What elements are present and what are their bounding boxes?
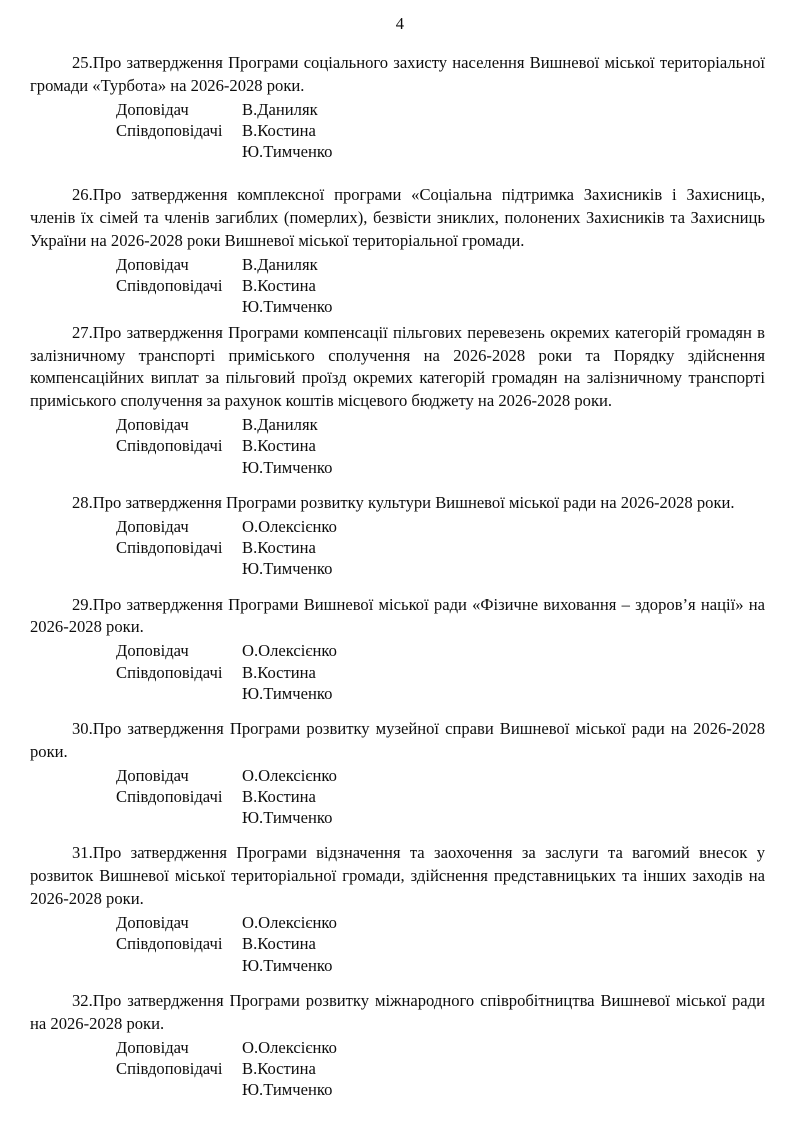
table-row [30, 558, 770, 579]
co-speaker-name: В.Костина [242, 662, 316, 682]
speaker-label: Доповідач [116, 516, 189, 536]
table-row [30, 662, 770, 683]
speaker-table [30, 516, 770, 580]
co-speaker-label: Співдоповідачі [116, 120, 223, 140]
agenda-item [30, 594, 770, 704]
table-row [30, 141, 770, 162]
speaker-label: Доповідач [116, 913, 189, 933]
table-row [30, 765, 770, 786]
co-speaker-label-empty [30, 296, 242, 317]
agenda-item-text: 25.Про затвердження Програми соціального захисту населення Вишневої міської територіальної громади «Турбота» на 2026-2028 роки. [30, 52, 765, 95]
speaker-table [30, 99, 770, 163]
agenda-item [30, 322, 770, 478]
speaker-label: Доповідач [116, 765, 189, 785]
table-row [30, 99, 770, 120]
speaker-name: О.Олексієнко [242, 1037, 337, 1057]
co-speaker-label: Співдоповідачі [116, 1058, 223, 1078]
table-row [30, 537, 770, 558]
table-row [30, 807, 770, 828]
co-speaker-name: Ю.Тимченко [242, 297, 333, 317]
co-speaker-label-empty [30, 683, 242, 704]
co-speaker-label-empty [30, 141, 242, 162]
co-speaker-label-empty [30, 457, 242, 478]
table-row [30, 414, 770, 435]
co-speaker-label: Співдоповідачі [116, 662, 223, 682]
co-speaker-label-empty [30, 807, 242, 828]
co-speaker-name: В.Костина [242, 1058, 316, 1078]
table-row [30, 933, 770, 954]
agenda-item-text: 27.Про затвердження Програми компенсації пільгових перевезень окремих категорій громадян в залізничному транспорті приміського сполучення на 2026-2028 роки та Порядку здійснення компенсаційних виплат за пільговий проїзд окремих категорій громадян на залізничному транспорті приміського сполучення за рахунок коштів місцевого бюджету на 2026-2028 роки. [30, 322, 765, 411]
speaker-name: В.Даниляк [242, 254, 318, 274]
spacer [30, 478, 770, 492]
speaker-table [30, 765, 770, 829]
agenda-item [30, 492, 770, 580]
speaker-name: О.Олексієнко [242, 516, 337, 536]
co-speaker-name: В.Костина [242, 934, 316, 954]
co-speaker-name: Ю.Тимченко [242, 457, 333, 477]
co-speaker-label: Співдоповідачі [116, 436, 223, 456]
co-speaker-name: Ю.Тимченко [242, 955, 333, 975]
co-speaker-name: Ю.Тимченко [242, 142, 333, 162]
speaker-name: О.Олексієнко [242, 641, 337, 661]
agenda-item-text: 30.Про затвердження Програми розвитку музейної справи Вишневої міської ради на 2026-2028 роки. [30, 719, 765, 761]
agenda-item-text: 29.Про затвердження Програми Вишневої міської ради «Фізичне виховання – здоров’я нації» на 2026-2028 роки. [30, 594, 765, 637]
co-speaker-label: Співдоповідачі [116, 276, 223, 296]
table-row [30, 1037, 770, 1058]
speaker-label: Доповідач [116, 99, 189, 119]
table-row [30, 786, 770, 807]
co-speaker-label: Співдоповідачі [116, 934, 223, 954]
spacer [30, 828, 770, 842]
agenda-item-text: 26.Про затвердження комплексної програми «Соціальна підтримка Захисників і Захисниць, членів їх сімей та членів загиблих (померлих), безвісти зниклих, полонених Захисників та Захисниць України на 2026-2028 роки Вишневої міської територіальної громади. [30, 185, 765, 251]
table-row [30, 254, 770, 275]
speaker-name: О.Олексієнко [242, 913, 337, 933]
spacer [30, 704, 770, 718]
table-row [30, 1058, 770, 1079]
co-speaker-label: Співдоповідачі [116, 787, 223, 807]
agenda-item-text: 32.Про затвердження Програми розвитку міжнародного співробітництва Вишневої міської ради на 2026-2028 роки. [30, 990, 765, 1033]
co-speaker-label: Співдоповідачі [116, 538, 223, 558]
speaker-label: Доповідач [116, 254, 189, 274]
speaker-name: В.Даниляк [242, 415, 318, 435]
agenda-item-text: 28.Про затвердження Програми розвитку культури Вишневої міської ради на 2026-2028 роки. [72, 492, 735, 512]
co-speaker-name: В.Костина [242, 276, 316, 296]
co-speaker-name: В.Костина [242, 787, 316, 807]
co-speaker-label-empty [30, 1079, 242, 1100]
table-row [30, 955, 770, 976]
speaker-table [30, 254, 770, 318]
spacer [30, 162, 770, 184]
agenda-item [30, 990, 770, 1100]
table-row [30, 683, 770, 704]
spacer [30, 580, 770, 594]
spacer [30, 976, 770, 990]
speaker-name: В.Даниляк [242, 99, 318, 119]
agenda-item [30, 718, 770, 828]
speaker-table [30, 912, 770, 976]
co-speaker-label-empty [30, 955, 242, 976]
agenda-item [30, 842, 770, 975]
co-speaker-name: В.Костина [242, 538, 316, 558]
agenda-item-text: 31.Про затвердження Програми відзначення та заохочення за заслуги та вагомий внесок у розвиток Вишневої міської територіальної громади, здійснення представницьких та інших заходів на 2026-2028 роки. [30, 843, 765, 909]
table-row [30, 912, 770, 933]
speaker-name: О.Олексієнко [242, 765, 337, 785]
speaker-label: Доповідач [116, 1037, 189, 1057]
speaker-table [30, 640, 770, 704]
table-row [30, 516, 770, 537]
co-speaker-name: Ю.Тимченко [242, 808, 333, 828]
table-row [30, 296, 770, 317]
speaker-label: Доповідач [116, 415, 189, 435]
table-row [30, 120, 770, 141]
table-row [30, 435, 770, 456]
page-number: 4 [395, 14, 405, 33]
co-speaker-label-empty [30, 558, 242, 579]
agenda-item [30, 52, 770, 162]
co-speaker-name: В.Костина [242, 120, 316, 140]
agenda-item [30, 184, 770, 317]
table-row [30, 275, 770, 296]
table-row [30, 457, 770, 478]
table-row [30, 640, 770, 661]
co-speaker-name: Ю.Тимченко [242, 683, 333, 703]
co-speaker-name: В.Костина [242, 436, 316, 456]
speaker-table [30, 414, 770, 478]
table-row [30, 1079, 770, 1100]
co-speaker-name: Ю.Тимченко [242, 559, 333, 579]
speaker-label: Доповідач [116, 641, 189, 661]
speaker-table [30, 1037, 770, 1101]
co-speaker-name: Ю.Тимченко [242, 1080, 333, 1100]
